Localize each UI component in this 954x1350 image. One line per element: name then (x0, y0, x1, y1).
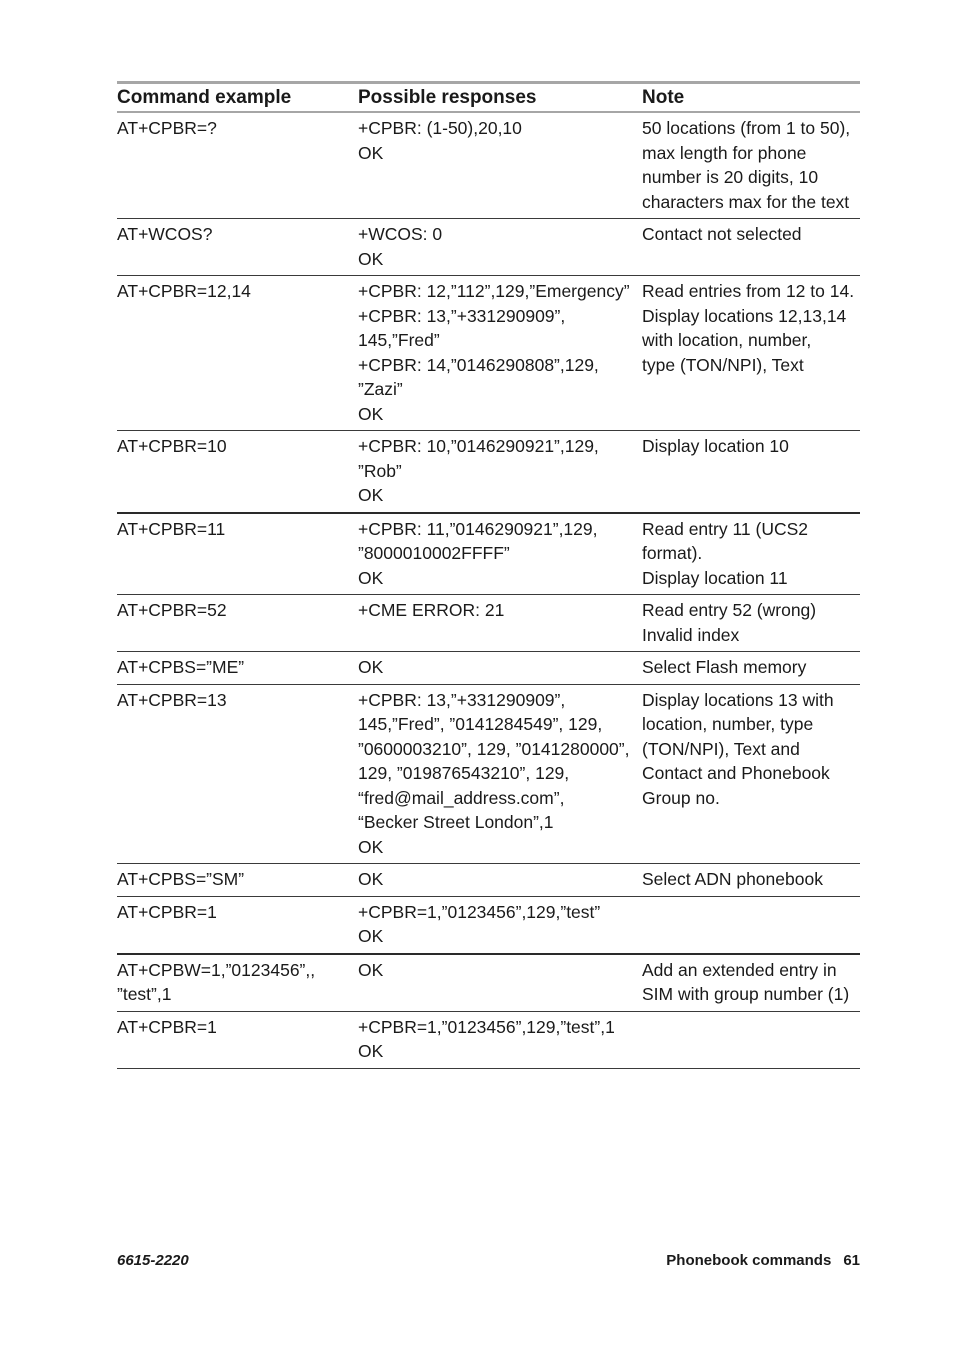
note-cell-line: Display locations 12,13,14 (642, 305, 847, 326)
note-cell (642, 864, 860, 897)
response-cell-line: OK (358, 485, 384, 505)
note-cell-line: Read entry 52 (wrong) (642, 600, 817, 620)
note-cell-line: Select Flash memory (642, 657, 807, 677)
command-cell (117, 684, 358, 864)
response-cell-line: +CPBR: (1-50),20,10 (358, 118, 522, 138)
response-cell (358, 595, 642, 652)
response-cell-line: OK (358, 657, 384, 677)
note-cell-line: with location, number, (642, 330, 812, 350)
command-cell-line: AT+CPBR=10 (117, 436, 227, 456)
response-cell-line: +CME ERROR: 21 (358, 600, 505, 620)
note-cell (642, 431, 860, 513)
command-table (117, 84, 860, 1069)
response-cell (358, 684, 642, 864)
note-cell (642, 595, 860, 652)
note-cell-line: SIM with group number (1) (642, 984, 850, 1004)
note-cell-line: number is 20 digits, 10 (642, 167, 819, 187)
command-cell-line: AT+CPBR=1 (117, 1016, 217, 1037)
response-cell (358, 864, 642, 897)
command-cell (117, 896, 358, 954)
command-cell (117, 513, 358, 595)
note-cell-line: max length for phone (642, 142, 807, 163)
response-cell-line: 145,”Fred”, ”0141284549”, 129, (358, 714, 603, 734)
note-cell-line: 50 locations (from 1 to 50), (642, 118, 851, 138)
response-cell-line: +CPBR: 12,”112”,129,”Emergency” (358, 281, 630, 301)
response-cell-line: OK (358, 403, 384, 424)
command-cell (117, 1011, 358, 1068)
note-cell (642, 652, 860, 685)
header-command-example: Command example (117, 84, 358, 112)
table-row (117, 276, 860, 431)
page-number: 61 (843, 1252, 860, 1269)
response-cell-line: 145,”Fred” (358, 330, 440, 350)
response-cell-line: “fred@mail_address.com”, (358, 787, 565, 808)
command-cell-line: AT+CPBS=”SM” (117, 869, 245, 889)
command-cell (117, 431, 358, 513)
command-cell-line: AT+CPBW=1,”0123456”,, (117, 959, 316, 980)
header-possible-responses: Possible responses (358, 84, 642, 112)
table-row (117, 652, 860, 685)
command-cell-line: AT+CPBR=1 (117, 901, 217, 922)
note-cell-line: Read entry 11 (UCS2 (642, 518, 809, 539)
note-cell-line: characters max for the text (642, 191, 850, 212)
note-cell-line: Contact not selected (642, 224, 802, 244)
command-cell (117, 112, 358, 219)
command-cell (117, 652, 358, 685)
note-cell (642, 219, 860, 276)
command-cell-line: AT+WCOS? (117, 224, 213, 244)
note-cell (642, 1011, 860, 1068)
command-cell-line: AT+CPBS=”ME” (117, 657, 245, 677)
response-cell (358, 652, 642, 685)
note-cell-line: Group no. (642, 787, 720, 808)
response-cell-line: +CPBR: 13,”+331290909”, (358, 689, 566, 710)
command-cell (117, 595, 358, 652)
command-cell-line: AT+CPBR=11 (117, 518, 226, 539)
table-row (117, 431, 860, 513)
note-cell-line: type (TON/NPI), Text (642, 354, 804, 375)
section-title: Phonebook commands (666, 1252, 832, 1269)
table-row (117, 595, 860, 652)
response-cell (358, 1011, 642, 1068)
table-header-row (117, 84, 860, 112)
note-cell-line: Display locations 13 with (642, 689, 834, 710)
note-cell (642, 896, 860, 954)
note-cell-line: location, number, type (642, 714, 814, 734)
note-cell-line: Read entries from 12 to 14. (642, 281, 855, 301)
document-number: 6615-2220 (117, 1252, 189, 1269)
response-cell-line: OK (358, 926, 384, 946)
response-cell-line: +WCOS: 0 (358, 224, 443, 244)
table-row (117, 513, 860, 595)
response-cell-line: ”8000010002FFFF” (358, 543, 510, 563)
command-cell-line: ”test”,1 (117, 984, 172, 1004)
table-row (117, 1011, 860, 1068)
command-cell-line: AT+CPBR=13 (117, 689, 227, 710)
response-cell-line: OK (358, 1041, 384, 1061)
response-cell (358, 954, 642, 1012)
table-row (117, 954, 860, 1012)
command-table-container (117, 81, 860, 1069)
response-cell-line: OK (358, 142, 384, 163)
response-cell-line: “Becker Street London”,1 (358, 812, 554, 832)
table-row (117, 896, 860, 954)
response-cell-line: ”Rob” (358, 460, 402, 481)
response-cell (358, 276, 642, 431)
note-cell-line: Contact and Phonebook (642, 763, 830, 783)
response-cell-line: +CPBR: 13,”+331290909”, (358, 305, 566, 326)
response-cell-line: OK (358, 959, 384, 980)
note-cell-line: Display location 11 (642, 567, 788, 588)
response-cell-line: OK (358, 248, 384, 269)
response-cell-line: ”0600003210”, 129, ”0141280000”, (358, 738, 630, 759)
response-cell (358, 513, 642, 595)
command-cell (117, 864, 358, 897)
note-cell-line: (TON/NPI), Text and (642, 738, 800, 759)
response-cell (358, 896, 642, 954)
response-cell-line: +CPBR=1,”0123456”,129,”test”,1 (358, 1016, 615, 1037)
response-cell-line: OK (358, 567, 384, 588)
table-row (117, 684, 860, 864)
response-cell-line: +CPBR: 10,”0146290921”,129, (358, 436, 599, 456)
response-cell-line: +CPBR=1,”0123456”,129,”test” (358, 901, 601, 922)
note-cell (642, 513, 860, 595)
response-cell (358, 431, 642, 513)
command-cell (117, 276, 358, 431)
page-footer (117, 1252, 860, 1272)
command-cell-line: AT+CPBR=12,14 (117, 281, 251, 301)
note-cell (642, 276, 860, 431)
response-cell-line: ”Zazi” (358, 379, 403, 399)
note-cell-line: format). (642, 543, 703, 563)
table-row (117, 219, 860, 276)
command-cell-line: AT+CPBR=52 (117, 600, 227, 620)
response-cell (358, 219, 642, 276)
table-row (117, 112, 860, 219)
header-note: Note (642, 84, 860, 112)
response-cell-line: +CPBR: 11,”0146290921”,129, (358, 518, 598, 539)
command-cell-line: AT+CPBR=? (117, 118, 217, 138)
note-cell-line: Add an extended entry in (642, 959, 837, 980)
response-cell-line: +CPBR: 14,”0146290808”,129, (358, 354, 599, 375)
note-cell-line: Select ADN phonebook (642, 869, 823, 889)
note-cell-line: Invalid index (642, 624, 740, 645)
command-cell (117, 954, 358, 1012)
note-cell (642, 112, 860, 219)
table-row (117, 864, 860, 897)
note-cell (642, 954, 860, 1012)
response-cell-line: 129, ”019876543210”, 129, (358, 763, 570, 783)
note-cell-line: Display location 10 (642, 436, 789, 456)
response-cell-line: OK (358, 869, 384, 889)
note-cell (642, 684, 860, 864)
response-cell (358, 112, 642, 219)
command-cell (117, 219, 358, 276)
response-cell-line: OK (358, 836, 384, 857)
